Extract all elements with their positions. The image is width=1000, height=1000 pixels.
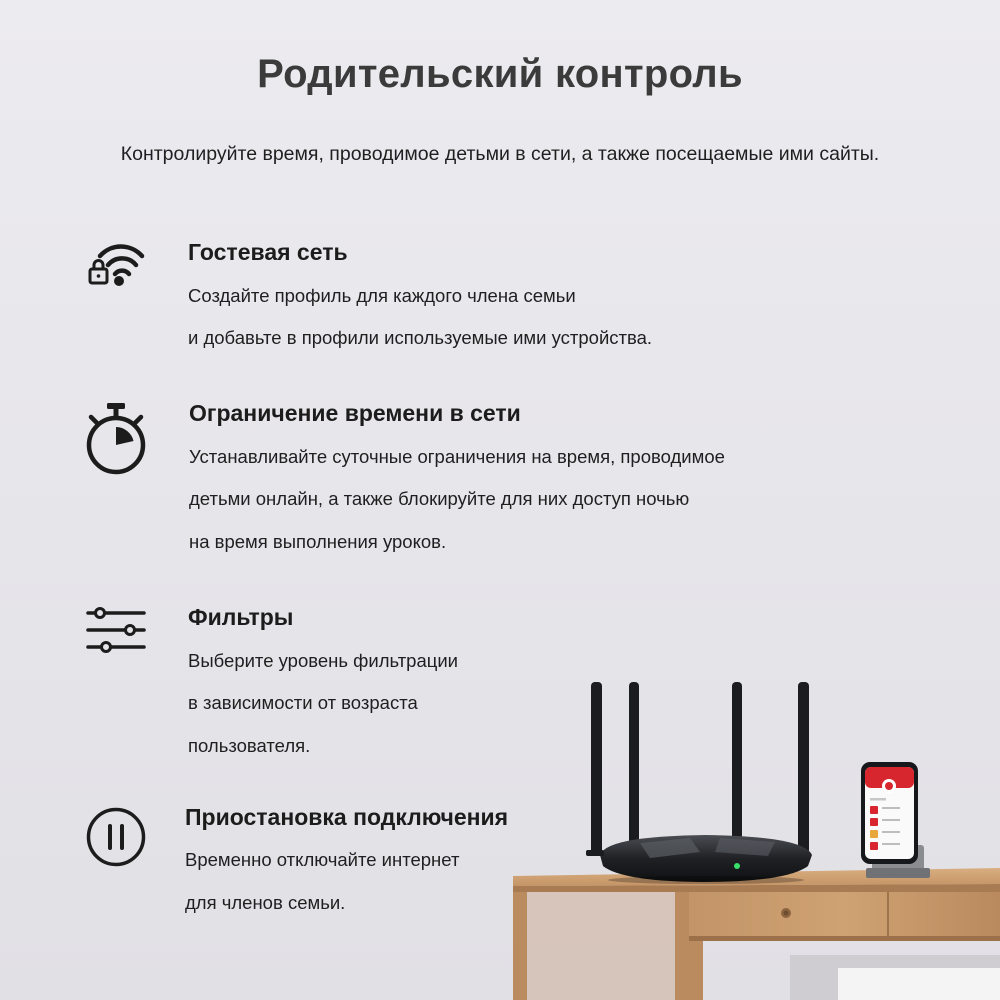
feature-description-line: Устанавливайте суточные ограничения на время, проводимое	[189, 446, 725, 467]
page-subtitle: Контролируйте время, проводимое детьми в сети, а также посещаемые ими сайты.	[120, 143, 880, 165]
carpet	[790, 955, 1000, 1000]
feature-description-line: Выберите уровень фильтрации	[188, 650, 459, 671]
feature-title: Фильтры	[188, 604, 294, 630]
feature-description-line: на время выполнения уроков.	[189, 531, 447, 552]
feature-description-line: Временно отключайте интернет	[185, 849, 460, 870]
feature-title: Ограничение времени в сети	[189, 400, 521, 426]
feature-description-line: в зависимости от возраста	[188, 692, 418, 713]
feature-description-line: Создайте профиль для каждого члена семьи	[188, 285, 576, 306]
feature-description-line: детьми онлайн, а также блокируйте для них доступ ночью	[189, 488, 690, 509]
wooden-desk	[513, 868, 1000, 1000]
feature-description-line: и добавьте в профили используемые ими устройства.	[188, 327, 653, 348]
lock-wifi-icon	[86, 238, 146, 290]
feature-description-line: пользователя.	[188, 735, 311, 756]
feature-title: Гостевая сеть	[188, 239, 348, 265]
router-illustration	[586, 682, 812, 884]
feature-title: Приостановка подключения	[185, 804, 509, 830]
sliders-icon	[86, 606, 146, 654]
stopwatch-icon	[84, 402, 148, 476]
pause-icon	[85, 806, 147, 868]
page-title: Родительский контроль	[257, 52, 743, 96]
smartphone-illustration	[861, 762, 930, 878]
feature-description-line: для членов семьи.	[185, 892, 346, 913]
